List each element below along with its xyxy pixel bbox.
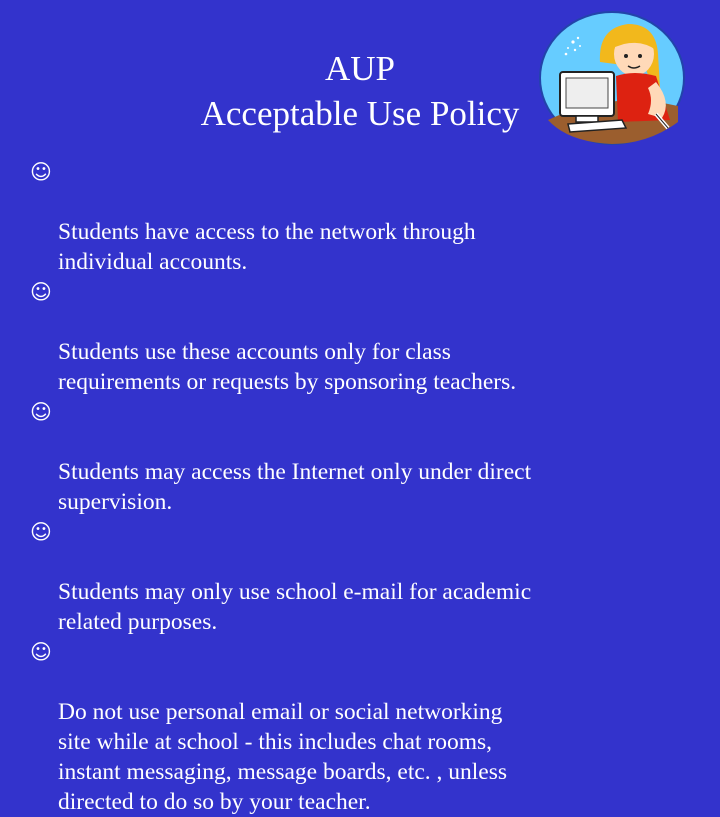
bullet-text: Students use these accounts only for class requirements or requests by sponsoring teachers. — [58, 339, 517, 395]
student-at-computer-icon — [538, 10, 686, 146]
smiley-face-icon — [30, 277, 58, 307]
bullet-text: Students may only use school e-mail for academic related purposes. — [58, 579, 532, 635]
smiley-face-icon — [30, 637, 58, 667]
smiley-face-icon — [30, 157, 58, 187]
list-item — [30, 157, 680, 277]
smiley-face-icon — [30, 517, 58, 547]
list-item — [30, 277, 680, 397]
smiley-face-icon — [30, 397, 58, 427]
list-item — [30, 637, 680, 817]
title-line-2: Acceptable Use Policy — [200, 94, 520, 133]
bullet-list — [30, 157, 680, 817]
title-line-1: AUP — [324, 49, 396, 88]
bullet-text: Do not use personal email or social networking site while at school - this includes chat rooms, instant messaging, message boards, etc. , unless directed to do so by your teacher. — [58, 699, 508, 815]
list-item — [30, 517, 680, 637]
list-item — [30, 397, 680, 517]
bullet-text: Students have access to the network through individual accounts. — [58, 219, 476, 275]
bullet-text: Students may access the Internet only under direct supervision. — [58, 459, 532, 515]
slide-title — [150, 46, 570, 136]
